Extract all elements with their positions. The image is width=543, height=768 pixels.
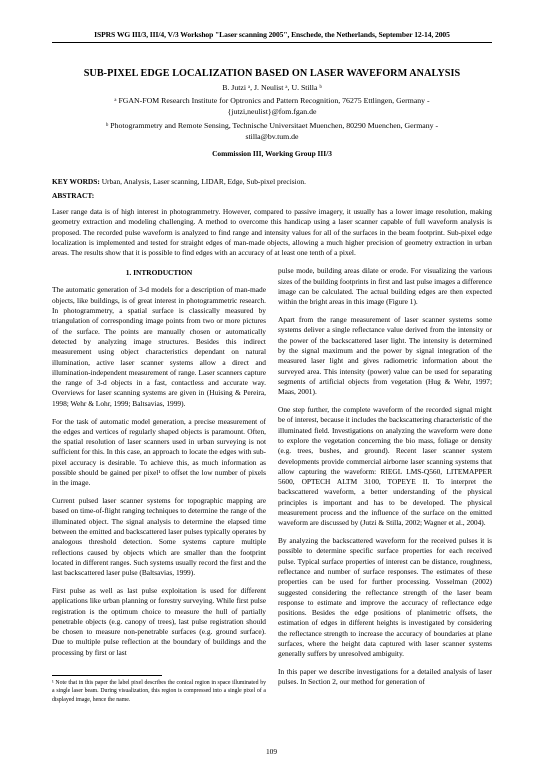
footnote-rule bbox=[52, 675, 162, 676]
page-number: 109 bbox=[265, 747, 278, 756]
two-column-body bbox=[52, 266, 492, 703]
affiliation-b bbox=[52, 121, 492, 142]
left-paragraph: The automatic generation of 3-d models for a description of man-made objects, like buildings, is of great interest in photogrammetric research. In photogrammetry, a spatial surface is classically measured by triangulation of corresponding image points from two or more pictures of the surface. The points are manually chosen or automatically detected by analyzing image structures. Besides this indirect measurement using object characteristics dependant on natural illumination, active laser scanner systems allow a direct and illumination-independent measurement of range. Laser scanners capture the range of 3-d objects in a fast, contactless and accurate way. Overviews for laser scanning systems are given in (Huising & Pereira, 1998; Wehr & Lohr, 1999; Baltsavias, 1999). bbox=[52, 285, 266, 408]
section-heading-introduction: 1. INTRODUCTION bbox=[125, 268, 193, 278]
left-paragraph: First pulse as well as last pulse exploitation is used for different applications like urban planning or forestry surveying. While first pulse registration is the optimum choice to measure the hull of partially penetrable objects (e.g. canopy of trees), last pulse registration should be chosen to measure non-penetrable surfaces (e.g. ground surface). Due to multiple pulse reflection at the boundary of buildings and the processing by first or last bbox=[52, 586, 266, 657]
right-column bbox=[278, 266, 492, 703]
paper-title: SUB-PIXEL EDGE LOCALIZATION BASED ON LASER WAVEFORM ANALYSIS bbox=[83, 68, 461, 79]
affiliation-b-line: ᵇ Photogrammetry and Remote Sensing, Technische Universitaet Muenchen, 80290 Muenchen, Germany - bbox=[105, 121, 439, 130]
left-paragraph: For the task of automatic model generation, a precise measurement of the edges and vertices of regularly shaped objects is paramount. Often, the spatial resolution of laser scanners used in urban surveying is not sufficient for this. In this case, an approach to locate the edges with sub-pixel accuracy is desirable. To achieve this, as much information as possible should be gained per pixel¹ to offset the low number of pixels in the image. bbox=[52, 416, 266, 488]
commission: Commission III, Working Group III/3 bbox=[212, 149, 332, 158]
affiliation-a-line: ᵃ FGAN-FOM Research Institute for Optronics and Pattern Recognition, 76275 Ettlingen, Germany - bbox=[114, 96, 430, 105]
keywords bbox=[52, 177, 492, 186]
running-head: ISPRS WG III/3, III/4, V/3 Workshop "Laser scanning 2005", Enschede, the Netherlands, September 12-14, 2005 bbox=[94, 30, 450, 39]
right-paragraph: By analyzing the backscattered waveform for the received pulses it is possible to determine specific surface properties for each received pulse. Typical surface properties of interest can be distance, roughness, reflectance and number of surface responses. The estimates of these properties can be used for further processing. Vosselman (2002) suggested considering the reflectance strength of the laser beam response to estimate and improve the accuracy of reflectance edge positions. Besides the edge positions of planimetric offsets, the estimation of edges in different heights is investigated by considering the reflectance strength to increase the accuracy of boundaries at plane surfaces, where the height data captured with laser scanner systems generally suffers by unresolved ambiguity. bbox=[278, 536, 492, 659]
right-paragraph: pulse mode, building areas dilate or erode. For visualizing the various sizes of the building footprints in first and last pulse images a difference image can be calculated. The actual building edges are then expected within the bright areas in this image (Figure 1). bbox=[278, 266, 492, 307]
keywords-text: Urban, Analysis, Laser scanning, LIDAR, Edge, Sub-pixel precision. bbox=[101, 177, 306, 186]
affiliation-a bbox=[52, 96, 492, 117]
right-paragraph: One step further, the complete waveform of the recorded signal might be of interest, because it includes the backscattering characteristic of the illuminated field. Investigations on analyzing the waveform were done to explore the vegetation concerning the bio mass, foliage or density (e.g. trees, bushes, and ground). Recent laser scanner system developments provide commercial airborne laser scanning systems that allow capturing the waveform: RIEGL LMS-Q560, LITEMAPPER 5600, OPTECH ALTM 3100, TOPEYE II. To interpret the backscattered waveform, a better understanding of the physical principles is important and has to be developed. The physical measurement process and the influence of the surface on the emitted waveform are discussed by (Jutzi & Stilla, 2002; Wagner et al., 2004). bbox=[278, 405, 492, 528]
right-paragraph: In this paper we describe investigations for a detailed analysis of laser pulses. In Section 2, our method for generation of bbox=[278, 667, 492, 687]
right-paragraph: Apart from the range measurement of laser scanner systems some systems deliver a single reflectance value derived from the intensity or the power of the backscattered laser light. The intensity is determined by the signal maximum and the power by signal integration of the measured laser light and gives radiometric information about the surveyed area. This intensity (power) value can be used for separating segments of artificial objects from vegetation (Hug & Wehr, 1997; Maas, 2001). bbox=[278, 315, 492, 397]
affiliation-b-email: stilla@bv.tum.de bbox=[245, 131, 299, 141]
header-rule bbox=[52, 42, 492, 43]
abstract-heading: ABSTRACT: bbox=[52, 191, 95, 200]
keywords-label: KEY WORDS: bbox=[52, 177, 100, 186]
abstract-text: Laser range data is of high interest in photogrammetry. However, compared to passive imagery, it usually has a lower image resolution, making geometry extraction and modeling challenging. A method to overcome this handicap using a laser scanner capable of full waveform analysis is proposed. The recorded pulse waveform is analyzed to find range and intensity values for all of the surfaces in the beam footprint. Sub-pixel edge localization is implemented and tested for straight edges of man-made objects, allowing a much higher precision of geometry extraction in urban areas. The results show that it is possible to find edges with an accuracy of at least one tenth of a pixel. bbox=[52, 207, 492, 258]
left-paragraph: Current pulsed laser scanner systems for topographic mapping are based on time-of-flight ranging techniques to determine the range of the illuminated object. The signal analysis to determine the elapsed time between the emitted and backscattered laser pulses typically operates by analogous threshold detection. Some systems capture multiple reflections caused by objects which are smaller than the footprint located in different ranges. Such systems usually record the first and the last backscattered laser pulse (Baltsavias, 1999). bbox=[52, 496, 266, 578]
authors: B. Jutzi ᵃ, J. Neulist ᵃ, U. Stilla ᵇ bbox=[222, 83, 322, 92]
affiliation-a-email: {jutzi,neulist}@fom.fgan.de bbox=[227, 106, 317, 116]
footnote: ¹ Note that in this paper the label pixel describes the conical region in space illuminated by a single laser beam. During visualization, this region is compressed into a single pixel of a displayed image, hence the name. bbox=[52, 680, 266, 703]
left-column bbox=[52, 266, 266, 703]
